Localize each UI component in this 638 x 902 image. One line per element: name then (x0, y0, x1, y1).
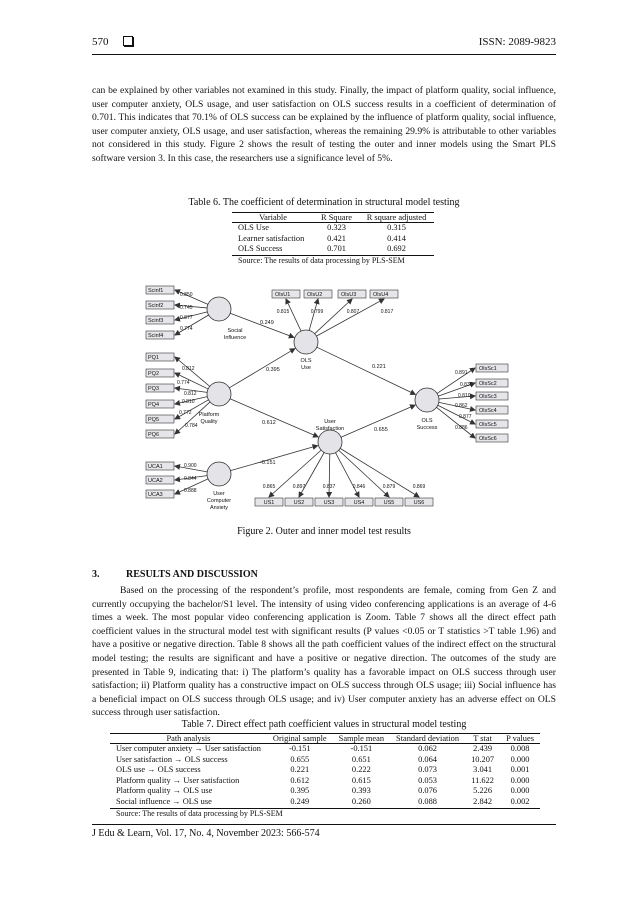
table-cell: OLS Success (238, 244, 283, 254)
table-cell: 0.000 (510, 775, 530, 785)
section3-heading: 3. RESULTS AND DISCUSSION (92, 569, 258, 580)
table-row (232, 234, 434, 245)
table6-source: Source: The results of data processing by PLS-SEM (232, 255, 434, 266)
loading-arrow (436, 407, 475, 438)
construct-label (224, 328, 246, 341)
construct-node (318, 430, 342, 454)
table7-header: Original sample (267, 734, 333, 744)
construct-label-word: Quality (200, 419, 218, 425)
indicator-label: UCA3 (148, 492, 163, 499)
table-cell: OLS use → OLS success (116, 765, 201, 775)
table-cell: 0.612 (290, 775, 310, 785)
table-cell: 2.842 (473, 796, 493, 806)
path-coefficient: -0.151 (260, 460, 276, 466)
issn: ISSN: 2089-9823 (478, 36, 556, 48)
table-row (110, 755, 540, 766)
loading-label: 0.745 (180, 305, 193, 311)
indicator-label: PQ3 (148, 386, 160, 393)
table-cell: 0.421 (327, 233, 346, 243)
table-cell: 0.088 (418, 796, 437, 806)
table-cell: 0.651 (351, 754, 371, 764)
table7 (110, 733, 540, 819)
table-cell: 0.053 (418, 775, 437, 785)
path-coefficient: 0.249 (260, 320, 274, 326)
table7-header: Sample mean (333, 734, 390, 744)
indicator-label: US1 (263, 500, 275, 507)
construct-label-word: OLS (421, 418, 433, 424)
table7-header: Path analysis (110, 734, 267, 744)
journal-footer: J Edu & Learn, Vol. 17, No. 4, November 2023: 566-574 (92, 828, 320, 839)
section3-paragraph: Based on the processing of the respondent’s profile, most respondents are female, coming from Gen Z and currently occupying the bachelor/S1 level. The intensity of using video conferencing applications is an average of 4-6 times a week. The most popular video conferencing application is Zoom. Table 7 shows all the direct effect path coefficient values in the structural model test with significant results (P values <0.05 or T statistics >T table 1.96) and have a positive or negative direction. Table 8 shows all the path coefficient values of the indirect effect on the structural model testing; the results are significant and have a positive or negative direction. The outcomes of the study are presented in Table 9, indicating that: i) The platform’s quality has a favorable impact on OLS success through user satisfaction; ii) Platform quality has a constructive impact on OLS success through OLS usage; iii) Social influence has a beneficial impact on OLS success through OLS usage; and iv) User computer anxiety has an adverse effect on OLS success through user satisfaction. (92, 585, 556, 719)
table-cell: 0.008 (510, 744, 530, 753)
indicator-label: Scinf4 (148, 333, 164, 340)
indicator-label: US2 (293, 500, 305, 507)
loading-label: 0.862 (455, 403, 468, 409)
indicator-label: OlsSc4 (479, 408, 497, 415)
construct-label-word: Success (416, 425, 438, 431)
table6-header: R square adjusted (359, 213, 434, 223)
path-arrow (317, 347, 415, 394)
table-cell: Platform quality → User satisfaction (116, 775, 240, 785)
construct-node (294, 330, 318, 354)
figure2-caption: Figure 2. Outer and inner model test results (237, 526, 411, 537)
table-cell: 0.001 (510, 765, 530, 775)
table-row (110, 786, 540, 797)
construct-label (316, 419, 344, 432)
construct-label (300, 358, 311, 371)
table6-header: R Square (314, 213, 359, 223)
construct-label (207, 491, 231, 511)
loading-label: 0.799 (310, 309, 324, 315)
path-arrow (229, 349, 295, 388)
table-cell: -0.151 (288, 744, 311, 753)
indicator-label: PQ2 (148, 371, 160, 378)
indicator-label: US5 (383, 500, 395, 507)
table7-header: T stat (465, 734, 500, 744)
indicator-label: US6 (413, 500, 425, 507)
table7-caption: Table 7. Direct effect path coefficient values in structural model testing (181, 719, 467, 730)
indicator-label: OlsSc3 (479, 394, 497, 401)
table-cell: 0.076 (418, 786, 437, 796)
table-cell: 0.315 (387, 223, 406, 232)
construct-label-word: Platform (198, 412, 220, 418)
table-cell: 0.393 (351, 786, 371, 796)
indicator-label: US4 (353, 500, 365, 507)
loading-label: 0.897 (292, 484, 306, 490)
construct-label-word: Anxiety (209, 505, 229, 511)
construct-label-word: User (324, 419, 336, 425)
table-cell: 0.692 (387, 244, 406, 254)
indicator-label: OlsSc2 (479, 381, 497, 388)
table-cell: 0.701 (327, 244, 346, 254)
construct-node (207, 462, 231, 486)
construct-label (417, 418, 438, 431)
loading-arrow (329, 454, 330, 497)
loading-label: 0.810 (458, 393, 471, 399)
table7-header: Standard deviation (390, 734, 465, 744)
table-cell: Social influence → OLS use (116, 796, 212, 806)
table-row (110, 776, 540, 787)
table-cell: 0.323 (327, 223, 346, 232)
loading-label: 0.774 (180, 326, 193, 332)
table7-header: P values (500, 734, 540, 744)
loading-label: 0.886 (455, 425, 468, 431)
loading-label: 0.807 (346, 309, 360, 315)
header-rule (92, 54, 556, 55)
table-cell: User computer anxiety → User satisfaction (116, 744, 261, 753)
table-cell: 11.622 (471, 775, 494, 785)
table-cell: 5.226 (473, 786, 493, 796)
indicator-label: PQ1 (148, 355, 160, 362)
loading-label: 0.772 (179, 410, 192, 416)
indicator-label: PQ6 (148, 432, 160, 439)
indicator-label: PQ5 (148, 417, 160, 424)
loading-label: 0.835 (460, 382, 473, 388)
loading-label: 0.891 (455, 370, 468, 376)
footer-rule (92, 824, 556, 825)
loading-label: 0.877 (459, 414, 472, 420)
indicator-label: Scinf1 (148, 288, 164, 295)
loading-arrow (336, 453, 359, 497)
table-cell: 3.041 (473, 765, 493, 775)
table-cell: 0.414 (387, 233, 406, 243)
construct-label-word: Influence (223, 335, 247, 341)
indicator-label: Scinf3 (148, 318, 164, 325)
table-cell: 0.260 (351, 796, 371, 806)
table-cell: Platform quality → OLS use (116, 786, 213, 796)
construct-node (415, 388, 439, 412)
path-coefficient: 0.655 (374, 427, 388, 433)
table-row (110, 765, 540, 776)
table7-grid (110, 733, 540, 819)
table-cell: 0.000 (510, 786, 530, 796)
path-coefficient: 0.395 (266, 367, 280, 373)
indicator-label: OlsU1 (275, 292, 291, 299)
loading-label: 0.812 (184, 391, 197, 397)
loading-arrow (316, 299, 384, 336)
loading-arrow (315, 299, 352, 334)
loading-label: 0.812 (182, 366, 195, 372)
construct-label-word: Use (301, 365, 311, 371)
indicator-label: OlsSc6 (479, 436, 497, 443)
loading-label: 0.879 (382, 484, 396, 490)
table-cell: 0.062 (418, 744, 437, 753)
indicator-label: OlsU3 (341, 292, 357, 299)
table-cell: 0.655 (290, 754, 310, 764)
structural-model-diagram (142, 282, 512, 514)
table-cell: 2.439 (473, 744, 493, 753)
construct-label (199, 412, 220, 425)
indicator-label: OlsSc1 (479, 366, 497, 373)
paragraph-1: can be explained by other variables not examined in this study. Finally, the impact of platform quality, social influence, user computer anxiety, OLS usage, and user satisfaction on OLS success results in a coefficient of determination of 0.701. This indicates that 70.1% of OLS success can be explained by the influence of platform quality, social influence, user computer anxiety, OLS usage, and user satisfaction, whereas the remaining 29.9% is attributable to other variables not considered in this study. Figure 2 shows the result of testing the outer and inner models using the Smart PLS software version 3. In this case, the researchers use a significance level of 5%. (92, 85, 556, 164)
loading-label: 0.869 (412, 484, 426, 490)
table-row (110, 744, 540, 755)
table6-caption: Table 6. The coefficient of determination in structural model testing (188, 197, 460, 208)
table-cell: 0.222 (351, 765, 371, 775)
construct-node (207, 297, 231, 321)
loading-label: 0.850 (180, 292, 193, 298)
path-coefficient: 0.221 (372, 364, 386, 370)
loading-label: 0.877 (180, 315, 193, 321)
indicator-label: UCA1 (148, 464, 163, 471)
indicator-label: OlsSc5 (479, 422, 497, 429)
path-coefficient: 0.612 (262, 420, 276, 426)
indicator-label: PQ4 (148, 402, 160, 409)
path-arrow (231, 446, 318, 471)
loading-arrow (286, 299, 301, 331)
table6-grid (232, 212, 434, 266)
table-cell: 0.002 (510, 796, 530, 806)
table-cell: 0.395 (290, 786, 310, 796)
table-cell: 10.207 (471, 754, 495, 764)
table-cell: 0.221 (290, 765, 310, 775)
loading-label: 0.810 (182, 399, 195, 405)
indicator-label: OlsU4 (373, 292, 389, 299)
loading-label: 0.888 (184, 488, 197, 494)
table-cell: 0.249 (290, 796, 310, 806)
construct-node (207, 382, 231, 406)
indicator-label: OlsU2 (307, 292, 323, 299)
loading-label: 0.865 (262, 484, 276, 490)
construct-label-word: Satisfaction (315, 426, 345, 432)
construct-label-word: Computer (206, 498, 232, 504)
construct-label-word: OLS (300, 358, 312, 364)
loading-label: 0.846 (352, 484, 366, 490)
loading-label: 0.837 (322, 484, 336, 490)
table-row (232, 223, 434, 234)
table-cell: Learner satisfaction (238, 233, 305, 243)
table-cell: -0.151 (350, 744, 373, 753)
path-arrow (230, 399, 318, 437)
table-row (232, 244, 434, 255)
square-bullet-icon (123, 36, 133, 46)
table6 (232, 212, 434, 266)
table-cell: 0.000 (510, 754, 530, 764)
loading-label: 0.817 (380, 309, 394, 315)
indicator-label: Scinf2 (148, 303, 164, 310)
loading-label: 0.844 (184, 476, 197, 482)
table6-header: Variable (232, 213, 314, 223)
loading-label: 0.784 (185, 423, 198, 429)
construct-label-word: Social (227, 328, 243, 334)
page-number: 570 (92, 36, 133, 48)
table-cell: 0.615 (351, 775, 371, 785)
loading-label: 0.815 (276, 309, 290, 315)
construct-label-word: User (213, 491, 225, 497)
indicator-label: UCA2 (148, 478, 163, 485)
table-cell: OLS Use (238, 223, 269, 232)
table7-source: Source: The results of data processing by PLS-SEM (110, 808, 540, 819)
table-row (110, 797, 540, 808)
indicator-label: US3 (323, 500, 335, 507)
table-cell: 0.064 (418, 754, 437, 764)
loading-label: 0.900 (184, 463, 197, 469)
table-cell: User satisfaction → OLS success (116, 754, 228, 764)
table-cell: 0.073 (418, 765, 437, 775)
loading-label: 0.774 (177, 380, 190, 386)
